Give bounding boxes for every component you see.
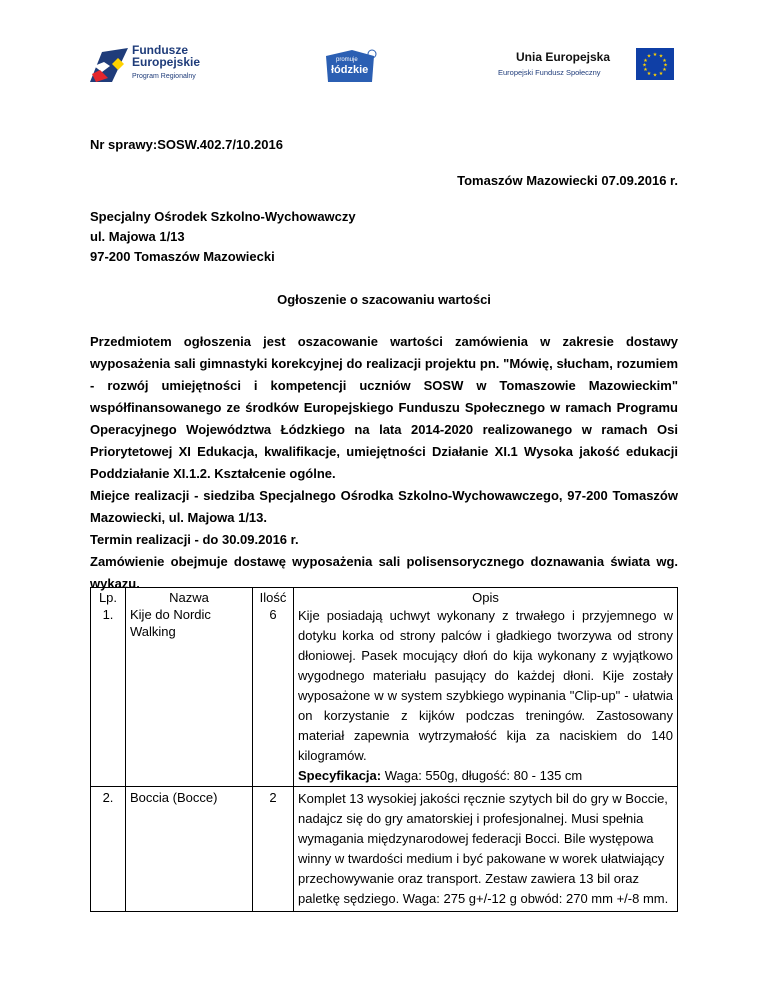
- items-table: [90, 587, 678, 912]
- lodzkie-big-text: łódzkie: [331, 64, 369, 76]
- date-line: Tomaszów Mazowiecki 07.09.2016 r.: [457, 173, 678, 188]
- fe-title-1: Fundusze: [132, 43, 188, 57]
- fe-subtitle: Program Regionalny: [132, 73, 196, 80]
- table-row: [91, 787, 678, 912]
- svg-text:★: ★: [646, 53, 652, 60]
- svg-text:★: ★: [643, 58, 648, 64]
- svg-text:★: ★: [652, 72, 658, 79]
- intro-paragraph-subject: Przedmiotem ogłoszenia jest oszacowanie wartości zamówienia w zakresie dostawy wyposażenia sali gimnastyki korekcyjnej do realizacji projektu pn. "Mówię, słucham, rozumiem - rozwój umiejętności i kompetencji uczniów SOSW w Tomaszowie Mazowieckim" współfinansowanego ze środków Europejskiego Funduszu Społecznego w ramach Programu Operacyjnego Województwa Łódzkiego na lata 2014-2020 realizowanego w ramach Osi Priorytetowej XI Edukacja, kwalifikacje, umiejętności Działanie XI.1 Wysoka jakość edukacji Poddziałanie XI.1.2. Kształcenie ogólne.: [90, 334, 678, 481]
- desc-cell: [294, 588, 678, 787]
- svg-text:★: ★: [662, 67, 667, 73]
- svg-text:★: ★: [646, 71, 652, 77]
- fe-star-icon: [88, 44, 130, 84]
- header-qty: Ilość: [259, 590, 287, 605]
- eu-flag-icon: [636, 48, 674, 80]
- intro-section: [90, 331, 678, 595]
- svg-text:★: ★: [652, 52, 658, 58]
- address-line-2: ul. Majowa 1/13: [90, 229, 185, 244]
- row-2-qty: 2: [253, 787, 294, 912]
- address-line-1: Specjalny Ośrodek Szkolno-Wychowawczy: [90, 209, 356, 224]
- row-2-lp: 2.: [91, 787, 126, 912]
- header-desc: Opis: [472, 590, 499, 605]
- unia-europejska-logo: [498, 48, 678, 84]
- address-line-3: 97-200 Tomaszów Mazowiecki: [90, 249, 275, 264]
- header-name: Nazwa: [169, 590, 209, 605]
- fundusze-europejskie-logo: [88, 44, 228, 86]
- lodzkie-logo: [322, 48, 378, 86]
- ue-subtitle: Europejski Fundusz Społeczny: [498, 68, 601, 77]
- case-reference: Nr sprawy:SOSW.402.7/10.2016: [90, 137, 283, 152]
- address-block: [90, 207, 678, 267]
- table-header-row: [91, 588, 678, 787]
- lodzkie-small-text: promuje: [336, 57, 358, 63]
- header-lp: Lp.: [98, 590, 118, 605]
- document-title: Ogłoszenie o szacowaniu wartości: [277, 292, 491, 307]
- svg-text:★: ★: [663, 62, 668, 69]
- svg-text:★: ★: [643, 67, 648, 73]
- fe-title-2: Europejskie: [132, 55, 201, 69]
- intro-paragraph-place: Miejce realizacji - siedziba Specjalnego Ośrodka Szkolno-Wychowawczego, 97-200 Tomaszów Mazowiecki, ul. Majowa 1/13.: [90, 488, 678, 525]
- row-1-desc: Kije posiadają uchwyt wykonany z trwałego i przyjemnego w dotyku korka od strony palców i gładkiego tworzywa od strony dłoniowej. Pasek mocujący dłoń do kija wykonany z wyjątkowo wygodnego materiału pasujący do każdej dłoni. Kije zostały wyposażone w w system szybkiego wypinania "Clip-up" - ułatwia on korzystanie z kijków podczas treningów. Zastosowany materiał zapewnia wytrzymałość kija za naciskiem do 140 kilogramów.: [298, 608, 673, 763]
- name-cell: [126, 588, 253, 787]
- intro-paragraph-scope: Zamówienie obejmuje dostawę wyposażenia sali polisensorycznego doznawania świata wg. wykazu.: [90, 554, 678, 591]
- svg-text:★: ★: [658, 71, 664, 77]
- svg-text:★: ★: [642, 62, 647, 69]
- row-1-lp: 1.: [102, 607, 114, 622]
- intro-paragraph-deadline: Termin realizacji - do 30.09.2016 r.: [90, 532, 299, 547]
- fe-title: [132, 44, 200, 68]
- ue-title: Unia Europejska: [516, 50, 611, 64]
- qty-cell: [253, 588, 294, 787]
- table-row: [91, 588, 126, 787]
- row-1-qty: 6: [269, 607, 277, 622]
- svg-text:★: ★: [662, 58, 667, 64]
- row-1-spec-value: Waga: 550g, długość: 80 - 135 cm: [381, 768, 583, 783]
- svg-text:★: ★: [658, 53, 664, 60]
- header-logos: [0, 40, 768, 90]
- row-1-spec-label: Specyfikacja:: [298, 768, 382, 783]
- row-2-desc: Komplet 13 wysokiej jakości ręcznie szytych bil do gry w Boccie, nadajcz się do gry amatorskiej i profesjonalnej. Musi spełnia wymagania międzynarodowej federacji Bocci. Bile występowa winny w twardości medium i być pakowane w worek ułatwiający przechowywanie oraz transport. Zestaw zawiera 13 bil oraz paletkę sędziego. Waga: 275 g+/-12 g obwód: 270 mm +/-8 mm.: [294, 787, 678, 912]
- row-2-name: Boccia (Bocce): [126, 787, 253, 912]
- row-1-name: Kije do Nordic Walking: [130, 607, 211, 639]
